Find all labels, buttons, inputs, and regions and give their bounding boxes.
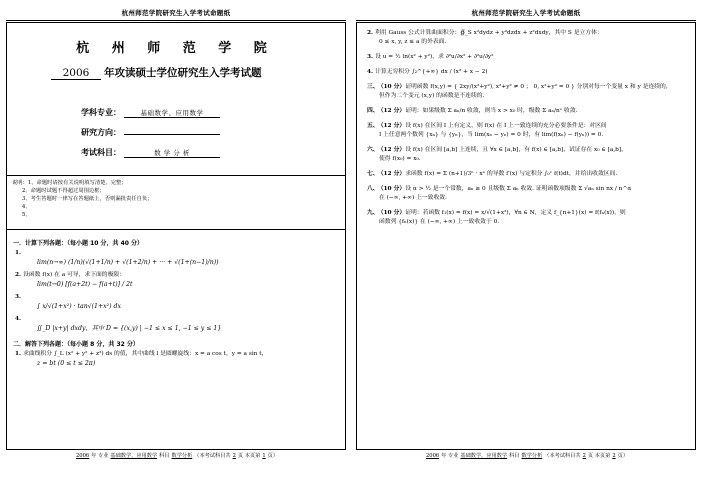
question-2-3 [367, 53, 685, 62]
problem-text: 设 f(x) 在区间 I 上有定义，则 f(x) 在 I 上一致连续的充分必要条件是：对区间 [405, 123, 607, 129]
question-2-4 [367, 68, 685, 77]
question-formula: lim(t→0) [f(a+2t) − f(a+t)] / 2t [37, 281, 133, 288]
question-1-1 [15, 249, 337, 268]
field-label: 学科专业： [81, 108, 121, 117]
question-text: 设函数 f(x) 在 a 可导，求下面的极限： [23, 272, 125, 278]
footer-subject: 数学分析 [171, 453, 193, 459]
question-2-1 [15, 350, 337, 369]
note-line: 4、 [22, 204, 31, 210]
question-number: 2. [367, 30, 374, 36]
question-formula: ∬_D |x+y| dxdy，其中 D = {(x,y) | −1 ≤ x ≤ 1, −1 ≤ y ≤ 1} [37, 325, 222, 332]
problem-number: 四、 [367, 108, 379, 114]
page-footer: 2006 年 专业 基础数学、应用数学 科目 数学分析 （本考试科目共 2 页 本页第 2 页） [425, 453, 629, 459]
problem-points: （12 分） [380, 123, 406, 129]
field-value [124, 134, 220, 135]
page-header: 杭州师范学院研究生入学考试命题纸 [471, 9, 581, 17]
problem-4 [367, 107, 685, 116]
problem-number: 八、 [367, 186, 379, 192]
problem-3 [367, 83, 685, 101]
problem-points: （12 分） [380, 147, 406, 153]
field-subject [81, 147, 220, 158]
question-text: 设 u = ½ ln(x² + y²)，求 ∂²u/∂x² + ∂²u/∂y² [375, 54, 494, 60]
exam-page-1 [6, 8, 346, 488]
exam-year: 2006 [51, 67, 101, 80]
problem-points: （10 分） [380, 84, 406, 90]
footer-page-number: 2 [612, 453, 616, 459]
note-line: 5、 [22, 212, 31, 218]
field-value: 数 学 分 析 [124, 148, 220, 158]
question-formula: lim(n→∞) (1/n)(√(1+1/n) + √(1+2/n) + ··· + √(1+(n−1)/n)) [37, 259, 219, 266]
problem-5 [367, 122, 685, 140]
problem-9 [367, 209, 685, 227]
question-number: 3. [15, 294, 22, 300]
field-value: 基础数学、应用数学 [124, 108, 220, 118]
question-1-2 [15, 271, 337, 290]
title-block [7, 23, 345, 176]
exam-title-text: 年攻读硕士学位研究生入学考试题 [104, 67, 262, 79]
school-name: 杭 州 师 范 学 院 [76, 41, 276, 56]
exam-frame [6, 22, 346, 450]
problem-7 [367, 170, 685, 179]
footer-page-number: 1 [262, 453, 266, 459]
question-text: 求曲线积分 ∫_L (x² + y² + z²) ds 的值，其中曲线 l 是圆螺旋线：x = a cos t，y = a sin t， [23, 351, 268, 357]
exam-title [51, 65, 262, 80]
problem-points: （12 分） [380, 108, 406, 114]
question-1-4 [15, 315, 337, 334]
problem-continuation: 但作为二个变元 (x,y) 的函数是不连续的. [379, 93, 485, 99]
problem-text: 设 α > ½ 是一个常数，aₙ ≥ 0 且级数 Σ aₙ 收敛. 证明函数项级数 Σ √aₙ sin nx / n^α [405, 186, 632, 192]
question-1-3 [15, 293, 337, 312]
question-number: 1. [15, 351, 22, 357]
section-one [7, 230, 345, 369]
question-text: 利用 Gauss 公式计算曲面积分：∯_S x²dydz + y²dzdx + z²dxdy，其中 S 是立方体： [375, 30, 603, 36]
problem-points: （12 分） [380, 171, 406, 177]
field-major [81, 107, 220, 118]
problem-number: 六、 [367, 147, 379, 153]
problem-continuation: 在 (−∞, +∞) 上一致收敛. [379, 195, 447, 201]
question-number: 1. [15, 250, 22, 256]
section-title: 二．解答下列各题：（每小题 8 分，共 32 分） [13, 341, 139, 348]
question-number: 2. [15, 272, 22, 278]
problem-text: 求函数 f(x) = Σ (n+1)/3ⁿ · xⁿ 的导数 f′(x) 与定积分 ∫₀ˣ f(t)dt，并给出收敛区间. [405, 171, 618, 177]
footer-total-pages: 2 [232, 453, 236, 459]
question-continuation: 0 ≤ x, y, z ≤ a 的外表面. [379, 39, 447, 45]
problem-continuation: 函数列 {fₙ(x)} 在 (−∞, +∞) 上一致收敛于 0. [379, 219, 500, 225]
note-line: 2、命题时试题不得超过周围边框； [22, 188, 105, 194]
problem-text: 证明函数 f(x,y) = { 2xy/(x²+y²), x²+y² ≠ 0 ； 0, x²+y² = 0 } 分别对每一个变量 x 和 y 是连续的， [405, 84, 672, 90]
problem-text: 设 f(x) 在区间 [a,b] 上连续，且 ∀x ∈ [a,b]，有 f(x) ∈ [a,b]，试证存在 x₀ ∈ [a,b]， [405, 147, 627, 153]
page-header: 杭州师范学院研究生入学考试命题纸 [121, 9, 231, 17]
page-footer: 2006 年 专业 基础数学、应用数学 科目 数学分析 （本考试科目共 2 页 本页第 1 页） [75, 453, 279, 459]
problem-points: （10 分） [380, 210, 406, 216]
question-number: 4. [367, 69, 374, 75]
field-label: 考试科目： [81, 148, 121, 157]
note-line: 说明：1、命题时请按有关说明填写清楚、完整； [12, 180, 127, 186]
question-2-2 [367, 29, 685, 47]
footer-subject: 数学分析 [521, 453, 543, 459]
problem-8 [367, 185, 685, 203]
instructions [7, 176, 345, 230]
problem-number: 七、 [367, 171, 379, 177]
problem-text: 证明：如果级数 Σ aₙ/n 收敛，则当 x > x₀ 时，级数 Σ aₙ/nˣ 收敛. [405, 108, 578, 114]
footer-major: 基础数学、应用数学 [460, 453, 508, 459]
problem-number: 九、 [367, 210, 379, 216]
field-direction [81, 127, 220, 138]
question-continuation: z = bt (0 ≤ t ≤ 2π) [37, 360, 96, 367]
question-number: 4. [15, 316, 22, 322]
question-formula: ∫ x/√(1+x²) · tan√(1+x²) dx [37, 303, 121, 310]
footer-total-pages: 2 [582, 453, 586, 459]
question-number: 3. [367, 54, 374, 60]
exam-page-2 [356, 8, 696, 488]
footer-year: 2006 [425, 453, 440, 459]
field-label: 研究方向： [81, 128, 121, 137]
problem-6 [367, 146, 685, 164]
section-two-continued [357, 23, 695, 227]
problem-points: （10 分） [380, 186, 406, 192]
section-title: 一．计算下列各题：（每小题 10 分，共 40 分） [13, 240, 144, 247]
problem-number: 三、 [367, 84, 379, 90]
exam-frame [356, 22, 696, 450]
header-rule [356, 20, 696, 21]
problem-continuation: 使得 f(x₀) = x₀. [379, 156, 421, 162]
problem-number: 五、 [367, 123, 379, 129]
problem-continuation: I 上任意两个数列 {xₙ} 与 {yₙ}，当 lim(xₙ − yₙ) = 0 时，有 lim(f(xₙ) − f(yₙ)) = 0. [379, 132, 604, 138]
note-line: 3、考生答题时一律写在答题纸上，否则漏批责任自负； [22, 196, 153, 202]
question-text: 计算无穷积分 ∫₂^{+∞} dx / (x² + x − 2) [375, 69, 488, 75]
problem-text: 证明：若函数 f₁(x) = f(x) = x/√(1+x²)，∀n ∈ N，定义 f_{n+1}(x) = f(fₙ(x))，则 [405, 210, 626, 216]
footer-year: 2006 [75, 453, 90, 459]
footer-major: 基础数学、应用数学 [110, 453, 158, 459]
header-rule [6, 20, 346, 21]
